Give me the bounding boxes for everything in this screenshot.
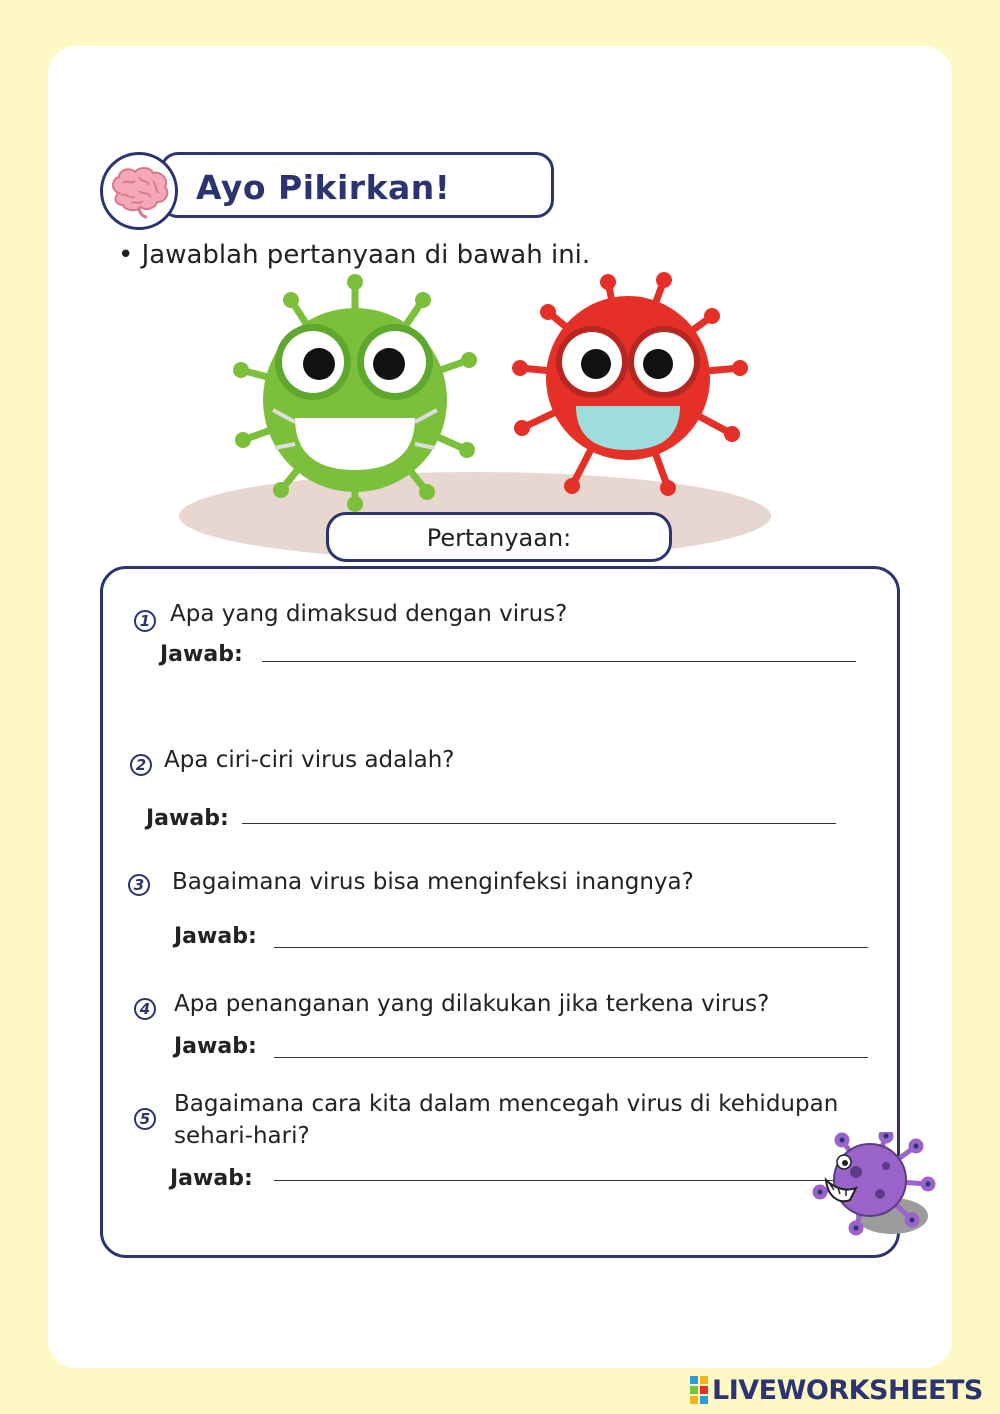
answer-label-2: Jawab: [146,806,229,831]
bullet: • [118,240,134,270]
answer-label-3: Jawab: [174,924,257,949]
answer-line-5[interactable] [274,1180,834,1181]
questions-header: Pertanyaan: [326,512,672,562]
answer-line-4[interactable] [274,1057,868,1058]
question-5-line-2: sehari-hari? [174,1123,310,1149]
answer-line-2[interactable] [242,823,836,824]
liveworksheets-logo [690,1374,983,1406]
red-virus-mascot [512,272,748,496]
logo-mark-icon [690,1376,708,1404]
answer-line-3[interactable] [274,947,868,948]
question-5-line-1: Bagaimana cara kita dalam mencegah virus di kehidupan [174,1091,839,1117]
page-title: Ayo Pikirkan! [196,168,451,207]
question-number-3: 3 [128,874,150,896]
question-number-2: 2 [130,754,152,776]
questions-box [100,566,900,1258]
question-5-text [174,1088,838,1152]
question-2-text: Apa ciri-ciri virus adalah? [164,747,455,773]
instruction [118,240,590,270]
question-1-text: Apa yang dimaksud dengan virus? [170,601,568,627]
answer-line-1[interactable] [262,661,856,662]
question-number-5: 5 [134,1108,156,1130]
question-number-4: 4 [134,998,156,1020]
question-4-text: Apa penanganan yang dilakukan jika terkena virus? [174,991,770,1017]
answer-label-4: Jawab: [174,1034,257,1059]
answer-label-5: Jawab: [170,1166,253,1191]
instruction-text: Jawablah pertanyaan di bawah ini. [141,240,591,270]
brain-badge [100,152,178,230]
question-3-text: Bagaimana virus bisa menginfeksi inangnya? [172,869,694,895]
purple-virus-icon [806,1132,936,1244]
question-number-1: 1 [134,610,156,632]
brain-icon [109,165,171,219]
answer-label-1: Jawab: [160,642,243,667]
logo-text: LIVEWORKSHEETS [712,1374,983,1406]
